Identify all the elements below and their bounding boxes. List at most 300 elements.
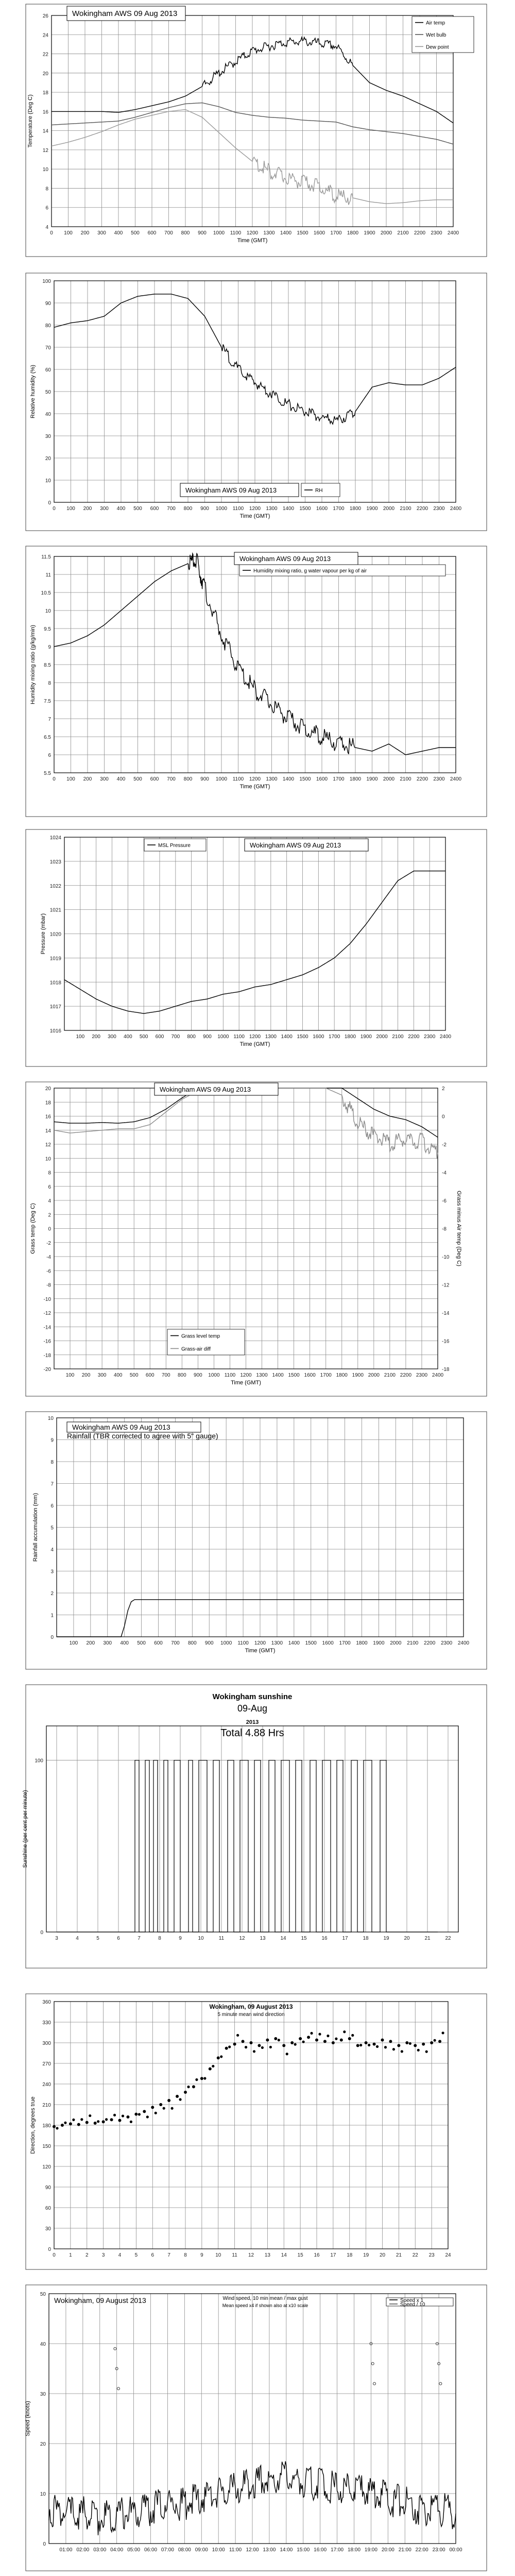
x-tick-label: 1300	[256, 1372, 268, 1378]
x-tick-label: 23:00	[432, 2547, 445, 2553]
x-tick-label: 400	[114, 230, 123, 236]
x-tick-label: 1800	[349, 776, 362, 782]
y-tick-label: 1016	[49, 1028, 61, 1034]
x-tick-label: 200	[86, 1640, 95, 1646]
data-point	[159, 2103, 162, 2106]
data-point	[192, 2085, 195, 2088]
chart-title: Wokingham AWS 09 Aug 2013	[72, 9, 178, 18]
x-tick-label: 600	[150, 506, 159, 512]
x-tick-label: 09:00	[195, 2547, 208, 2553]
x-tick-label: 2400	[450, 506, 462, 512]
y-tick-label: 8	[48, 1170, 51, 1176]
data-point	[154, 2112, 157, 2114]
data-point	[343, 2030, 346, 2033]
y-tick-label: 70	[45, 345, 51, 351]
data-point	[217, 2056, 220, 2059]
x-tick-label: 1400	[282, 776, 295, 782]
y-tick-label: 12	[42, 147, 48, 154]
x-tick-label: 1600	[322, 1640, 334, 1646]
y-tick-label: 40	[45, 412, 51, 417]
data-point	[434, 2039, 436, 2042]
data-point	[307, 2036, 310, 2039]
x-tick-label: 2300	[433, 506, 445, 512]
x-tick-label: 500	[137, 1640, 146, 1646]
x-tick-label: 200	[92, 1034, 101, 1040]
x-tick-label: 900	[200, 776, 209, 782]
x-tick-label: 700	[164, 230, 173, 236]
x-tick-label: 7	[138, 1936, 141, 1941]
x-tick-label: 1100	[233, 1034, 245, 1040]
x-tick-label: 100	[64, 230, 73, 236]
x-tick-label: 600	[145, 1372, 154, 1378]
x-tick-label: 2300	[433, 776, 445, 782]
x-tick-label: 1900	[373, 1640, 385, 1646]
chart-title: Wokingham, 09 August 2013	[209, 2003, 293, 2010]
x-tick-label: 07:00	[161, 2547, 174, 2553]
x-tick-label: 1500	[305, 1640, 317, 1646]
x-tick-label: 1900	[364, 230, 375, 236]
data-point	[389, 2040, 392, 2043]
data-point	[195, 2078, 198, 2081]
y-axis-label: Grass temp (Deg C)	[30, 1203, 36, 1254]
data-point	[110, 2118, 113, 2121]
x-tick-label: 11:00	[229, 2547, 242, 2553]
data-point	[77, 2123, 80, 2126]
y2-tick-label: -6	[442, 1198, 447, 1204]
x-tick-label: 06:00	[144, 2547, 158, 2553]
y2-tick-label: -8	[442, 1226, 447, 1232]
y-tick-label: 1023	[49, 859, 61, 865]
x-tick-label: 1600	[313, 1034, 324, 1040]
data-point	[384, 2046, 387, 2048]
x-tick-label: 1900	[352, 1372, 364, 1378]
y-tick-label: 2	[48, 1212, 51, 1218]
y-tick-label: 10	[47, 1416, 54, 1421]
x-tick-label: 12	[239, 1936, 245, 1941]
y-tick-label: 1021	[49, 907, 61, 913]
x-tick-label: 900	[198, 230, 207, 236]
y-axis-label: Direction, degrees true	[30, 2096, 36, 2154]
data-point	[409, 2042, 411, 2045]
data-point	[282, 2044, 285, 2047]
x-tick-label: 2400	[447, 230, 459, 236]
y-tick-label: 4	[45, 225, 48, 230]
data-point	[302, 2041, 305, 2043]
data-point	[97, 2120, 99, 2123]
y-tick-label: 20	[45, 456, 51, 462]
data-point	[69, 2122, 72, 2125]
x-tick-label: 9	[200, 2252, 203, 2258]
data-point	[138, 2113, 141, 2115]
y-tick-label: -4	[46, 1255, 51, 1260]
y-tick-label: 6	[45, 205, 48, 211]
x-tick-label: 19	[363, 2252, 369, 2258]
x-tick-label: 14:00	[280, 2547, 293, 2553]
x-tick-label: 2300	[431, 230, 442, 236]
y-tick-label: 24	[42, 32, 48, 39]
y-axis-label: Rainfall accumulation (mm)	[32, 1493, 39, 1562]
x-tick-label: 1800	[336, 1372, 348, 1378]
y-tick-label: 8.5	[44, 663, 51, 668]
y-axis-label: Speed (knots)	[25, 2401, 31, 2436]
x-tick-label: 05:00	[127, 2547, 141, 2553]
chart-title: Wokingham sunshine	[212, 1692, 293, 1701]
x-tick-label: 5	[96, 1936, 99, 1941]
chart-6	[26, 1412, 487, 1669]
legend-label: Grass-air diff	[181, 1346, 211, 1352]
x-tick-label: 6	[151, 2252, 154, 2258]
data-point	[113, 2114, 116, 2116]
x-tick-label: 300	[103, 1640, 112, 1646]
y2-tick-label: -12	[442, 1282, 450, 1289]
x-tick-label: 2200	[416, 776, 428, 782]
x-tick-label: 800	[177, 1372, 186, 1378]
x-tick-label: 1700	[333, 506, 345, 512]
legend-label: RH	[315, 488, 323, 494]
x-tick-label: 22:00	[415, 2547, 428, 2553]
y-tick-label: 10	[45, 608, 51, 614]
y2-tick-label: -16	[442, 1338, 450, 1345]
x-tick-label: 4	[118, 2252, 122, 2258]
chart-9	[25, 2285, 487, 2571]
x-tick-label: 1200	[254, 1640, 266, 1646]
data-point	[242, 2040, 245, 2043]
x-tick-label: 13	[260, 1936, 266, 1941]
data-point	[365, 2041, 368, 2044]
x-tick-label: 10	[215, 2252, 221, 2258]
y-tick-label: 1024	[49, 835, 61, 841]
x-tick-label: 400	[123, 1034, 132, 1040]
legend-label: MSL Pressure	[158, 843, 191, 849]
data-point	[85, 2121, 89, 2124]
y-axis-label: Humidity mixing ratio (g/kg/min)	[30, 624, 36, 705]
data-point	[405, 2041, 408, 2044]
chart-title: Wokingham AWS 09 Aug 2013	[72, 1423, 170, 1431]
chart-title: Wokingham AWS 09 Aug 2013	[250, 841, 341, 849]
x-tick-label: 2000	[383, 776, 395, 782]
x-tick-label: 7	[167, 2252, 170, 2258]
data-point	[266, 2039, 269, 2042]
y-tick-label: 6	[48, 753, 51, 758]
data-point	[253, 2050, 255, 2053]
data-point	[274, 2037, 277, 2040]
y-tick-label: 0	[40, 1930, 43, 1936]
y-tick-label: 20	[45, 1086, 51, 1092]
chart-frame	[26, 1082, 487, 1396]
x-tick-label: 16	[321, 1936, 328, 1941]
x-axis-label: Time (GMT)	[239, 784, 270, 790]
y-tick-label: 1019	[49, 956, 61, 962]
x-tick-label: 900	[200, 506, 209, 512]
y-tick-label: 0	[48, 500, 51, 506]
data-point	[228, 2045, 231, 2048]
x-tick-label: 8	[158, 1936, 161, 1941]
x-tick-label: 1000	[220, 1640, 232, 1646]
x-tick-label: 1900	[366, 506, 378, 512]
x-tick-label: 1700	[330, 230, 342, 236]
y-tick-label: 180	[42, 2123, 51, 2129]
x-tick-label: 1400	[288, 1640, 300, 1646]
x-tick-label: 11	[218, 1936, 225, 1941]
x-axis-label: Time (GMT)	[245, 1648, 276, 1654]
x-tick-label: 300	[108, 1034, 116, 1040]
x-tick-label: 200	[81, 1372, 91, 1378]
data-point	[130, 2121, 132, 2123]
x-tick-label: 3	[101, 2252, 105, 2258]
x-tick-label: 1300	[266, 776, 278, 782]
data-point	[373, 2043, 376, 2046]
x-tick-label: 900	[204, 1640, 214, 1646]
y-tick-label: 18	[42, 90, 48, 96]
chart-frame	[26, 829, 487, 1066]
data-point	[332, 2041, 335, 2044]
x-tick-label: 10:00	[212, 2547, 225, 2553]
y-tick-label: 20	[42, 71, 48, 77]
x-tick-label: 1600	[313, 230, 325, 236]
data-point	[245, 2046, 247, 2048]
x-tick-label: 200	[83, 776, 92, 782]
x-tick-label: 1500	[288, 1372, 300, 1378]
x-tick-label: 200	[80, 230, 90, 236]
x-axis-label: Time (GMT)	[231, 1380, 261, 1386]
x-tick-label: 400	[120, 1640, 129, 1646]
x-tick-label: 0	[53, 776, 56, 782]
y-tick-label: 1020	[49, 931, 61, 938]
data-point	[359, 2044, 362, 2046]
x-tick-label: 1600	[304, 1372, 316, 1378]
data-point	[187, 2086, 190, 2088]
y-tick-label: 7	[48, 717, 51, 722]
x-tick-label: 900	[194, 1372, 202, 1378]
x-tick-label: 700	[167, 506, 176, 512]
x-tick-label: 12:00	[246, 2547, 259, 2553]
x-tick-label: 600	[154, 1640, 163, 1646]
y-tick-label: 16	[45, 1114, 51, 1120]
data-point	[315, 2039, 318, 2042]
data-point	[414, 2044, 417, 2047]
data-point	[327, 2035, 329, 2037]
y-tick-label: 7	[50, 1481, 54, 1487]
x-tick-label: 0	[53, 506, 56, 512]
x-tick-label: 400	[116, 776, 126, 782]
y-tick-label: 26	[42, 13, 48, 19]
x-tick-label: 700	[171, 1034, 180, 1040]
y-tick-label: 60	[45, 2206, 51, 2211]
x-tick-label: 400	[113, 1372, 123, 1378]
x-tick-label: 8	[184, 2252, 187, 2258]
data-point	[233, 2043, 236, 2046]
chart-frame	[26, 2285, 487, 2571]
data-point	[72, 2119, 75, 2121]
y-tick-label: -20	[43, 1367, 51, 1372]
x-tick-label: 2100	[407, 1640, 419, 1646]
data-point	[401, 2050, 403, 2053]
y-tick-label: 30	[45, 434, 51, 439]
data-point	[376, 2045, 379, 2048]
y-tick-label: 60	[45, 367, 51, 373]
x-tick-label: 800	[187, 1640, 197, 1646]
data-point	[351, 2034, 354, 2037]
data-point	[340, 2039, 343, 2042]
data-point	[392, 2048, 395, 2050]
y-tick-label: -6	[46, 1268, 51, 1275]
x-tick-label: 100	[76, 1034, 85, 1040]
x-tick-label: 800	[181, 230, 190, 236]
x-tick-label: 2300	[440, 1640, 453, 1646]
chart-7	[22, 1685, 487, 1968]
legend-label: Dew point	[426, 44, 449, 50]
y-tick-label: 0	[48, 2247, 51, 2252]
y-tick-label: 6	[50, 1503, 54, 1509]
x-tick-label: 500	[131, 230, 140, 236]
x-tick-label: 1300	[265, 1034, 277, 1040]
legend-label: Grass level temp	[181, 1333, 220, 1340]
x-tick-label: 1100	[224, 1372, 236, 1378]
data-point	[220, 2055, 222, 2058]
x-tick-label: 13:00	[263, 2547, 276, 2553]
x-tick-label: 2000	[380, 230, 392, 236]
y-tick-label: 22	[42, 52, 48, 58]
chart-5	[26, 1082, 487, 1396]
x-tick-label: 2300	[424, 1034, 436, 1040]
y-tick-label: 11.5	[41, 554, 51, 560]
x-tick-label: 100	[65, 1372, 75, 1378]
x-tick-label: 1700	[339, 1640, 351, 1646]
x-tick-label: 600	[155, 1034, 164, 1040]
x-tick-label: 2200	[424, 1640, 436, 1646]
y-axis-label: Relative humidity (%)	[30, 365, 36, 418]
x-tick-label: 15	[297, 2252, 303, 2258]
x-tick-label: 300	[100, 506, 109, 512]
x-tick-label: 1100	[232, 776, 244, 782]
data-point	[171, 2107, 174, 2110]
x-tick-label: 200	[83, 506, 92, 512]
y2-tick-label: -18	[442, 1367, 450, 1372]
x-tick-label: 2400	[457, 1640, 470, 1646]
x-tick-label: 2400	[439, 1034, 452, 1040]
y2-tick-label: 0	[442, 1114, 445, 1120]
data-point	[200, 2077, 203, 2080]
data-point	[134, 2113, 138, 2116]
y-tick-label: 5	[50, 1525, 54, 1531]
y-tick-label: 10	[42, 167, 48, 173]
data-point	[278, 2039, 280, 2041]
x-tick-label: 1500	[297, 230, 308, 236]
x-tick-label: 3	[55, 1936, 58, 1941]
chart-2	[26, 273, 487, 531]
x-tick-label: 900	[203, 1034, 212, 1040]
data-point	[167, 2099, 170, 2102]
x-tick-label: 9	[179, 1936, 182, 1941]
x-tick-label: 300	[97, 230, 106, 236]
y-tick-label: 3	[50, 1569, 54, 1575]
data-point	[381, 2039, 384, 2042]
y-tick-label: 50	[40, 2292, 46, 2297]
x-tick-label: 14	[280, 1936, 286, 1941]
x-tick-label: 1400	[272, 1372, 284, 1378]
x-tick-label: 600	[147, 230, 157, 236]
x-tick-label: 2200	[416, 506, 428, 512]
y-tick-label: 1017	[49, 1004, 61, 1010]
x-tick-label: 1100	[232, 506, 244, 512]
x-tick-label: 16	[314, 2252, 320, 2258]
x-tick-label: 2100	[400, 506, 411, 512]
x-tick-label: 20:00	[381, 2547, 394, 2553]
x-tick-label: 2200	[400, 1372, 412, 1378]
data-point	[53, 2125, 56, 2128]
x-tick-label: 1200	[240, 1372, 252, 1378]
x-tick-label: 1300	[263, 230, 275, 236]
chart-subtitle: 5 minute mean wind direction	[217, 2012, 285, 2018]
y-tick-label: 10.5	[41, 590, 51, 596]
chart-3	[26, 546, 487, 817]
x-tick-label: 13	[264, 2252, 270, 2258]
data-point	[425, 2050, 428, 2053]
y-tick-label: 16	[42, 109, 48, 115]
x-tick-label: 17	[330, 2252, 336, 2258]
chart-8	[26, 1994, 487, 2269]
data-point	[323, 2040, 327, 2043]
data-point	[143, 2110, 146, 2113]
data-point	[56, 2127, 58, 2129]
x-tick-label: 2100	[392, 1034, 404, 1040]
x-axis-label: Time (GMT)	[237, 238, 268, 244]
y-tick-label: 240	[42, 2082, 51, 2088]
y-tick-label: 2	[50, 1591, 54, 1597]
y-tick-label: -8	[46, 1282, 51, 1289]
data-point	[151, 2106, 154, 2109]
data-point	[102, 2120, 105, 2123]
y-tick-label: 4	[48, 1198, 51, 1204]
year-label: 2013	[246, 1719, 259, 1725]
x-tick-label: 500	[133, 776, 142, 782]
x-tick-label: 21	[424, 1936, 431, 1941]
y2-tick-label: -4	[442, 1170, 447, 1176]
x-tick-label: 1000	[213, 230, 225, 236]
y-tick-label: 4	[50, 1547, 54, 1553]
legend-label: Air temp	[426, 20, 445, 26]
y2-tick-label: -10	[442, 1255, 450, 1260]
y-tick-label: 8	[50, 1460, 54, 1465]
x-tick-label: 1200	[249, 776, 261, 782]
data-point	[89, 2114, 91, 2117]
y-tick-label: 6	[48, 1184, 51, 1190]
x-tick-label: 1200	[249, 506, 261, 512]
x-tick-label: 800	[183, 776, 193, 782]
x-tick-label: 11	[232, 2252, 237, 2258]
x-tick-label: 0	[53, 2252, 56, 2258]
data-point	[430, 2041, 433, 2044]
y-tick-label: 8	[45, 186, 48, 192]
y-tick-label: 90	[45, 2185, 51, 2191]
legend-label: Speed x 1	[400, 2298, 424, 2303]
x-tick-label: 1700	[329, 1034, 340, 1040]
chart-title: Wokingham AWS 09 Aug 2013	[239, 555, 331, 563]
y-tick-label: 0	[50, 1635, 54, 1640]
x-tick-label: 0	[50, 230, 53, 236]
data-point	[397, 2044, 400, 2047]
chart-frame	[26, 1412, 487, 1669]
x-tick-label: 19:00	[364, 2547, 377, 2553]
chart-title: Wokingham AWS 09 Aug 2013	[160, 1086, 251, 1093]
x-tick-label: 800	[187, 1034, 196, 1040]
legend-label: Humidity mixing ratio, g water vapour per kg of air	[253, 568, 367, 574]
x-tick-label: 22	[412, 2252, 418, 2258]
x-tick-label: 2000	[383, 506, 395, 512]
x-tick-label: 700	[161, 1372, 170, 1378]
legend-label: Wet bulb	[426, 32, 447, 38]
data-point	[261, 2046, 264, 2049]
